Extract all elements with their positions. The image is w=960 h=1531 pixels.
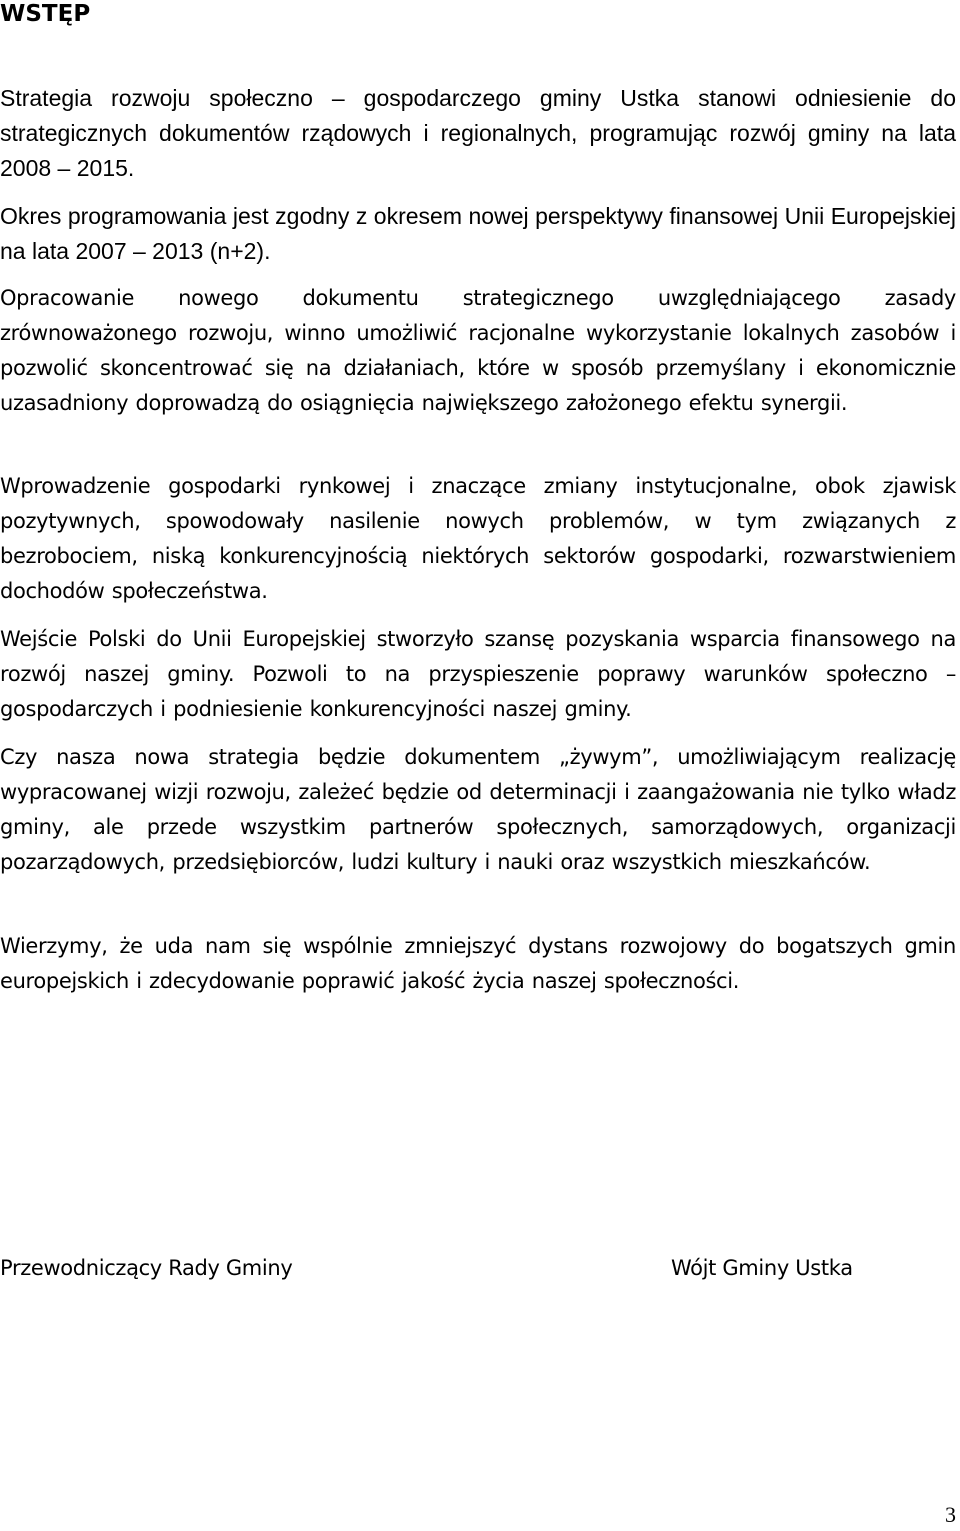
signature-council-chair: Przewodniczący Rady Gminy <box>0 1256 293 1280</box>
paragraph-market-economy: Wprowadzenie gospodarki rynkowej i znaczące zmiany instytucjonalne, obok zjawisk pozytywnych, spowodowały nasilenie nowych problemów, w tym związanych z bezrobociem, niską konkurencyjnością niektórych sektorów gospodarki, rozwarstwieniem dochodów społeczeństwa. <box>0 474 956 603</box>
paragraph-programming-period: Okres programowania jest zgodny z okresem nowej perspektywy finansowej Unii Europejskiej na lata 2007 – 2013 (n+2). <box>0 203 956 264</box>
section-heading: WSTĘP <box>0 1 91 27</box>
signature-mayor: Wójt Gminy Ustka <box>671 1256 853 1280</box>
paragraph-strategy-intro: Strategia rozwoju społeczno – gospodarczego gminy Ustka stanowi odniesienie do strategicznych dokumentów rządowych i regionalnych, programując rozwój gminy na lata 2008 – 2015. <box>0 85 956 181</box>
paragraph-closing-belief: Wierzymy, że uda nam się wspólnie zmniejszyć dystans rozwojowy do bogatszych gmin europejskich i zdecydowanie poprawić jakość życia naszej społeczności. <box>0 934 956 993</box>
page-number: 3 <box>945 1502 956 1527</box>
paragraph-living-strategy: Czy nasza nowa strategia będzie dokumentem „żywym”, umożliwiającym realizację wypracowanej wizji rozwoju, zależeć będzie od determinacji i zaangażowania nie tylko władz gminy, ale przede wszystkim partnerów społecznych, samorządowych, organizacji pozarządowych, przedsiębiorców, ludzi kultury i nauki oraz wszystkich mieszkańców. <box>0 745 956 874</box>
paragraph-sustainable-development: Opracowanie nowego dokumentu strategicznego uwzględniającego zasady zrównoważonego rozwoju, winno umożliwić racjonalne wykorzystanie lokalnych zasobów i pozwolić skoncentrować się na działaniach, które w sposób przemyślany i ekonomicznie uzasadniony doprowadzą do osiągnięcia największego założonego efektu synergii. <box>0 286 956 415</box>
paragraph-eu-accession: Wejście Polski do Unii Europejskiej stworzyło szansę pozyskania wsparcia finansowego na rozwój naszej gminy. Pozwoli to na przyspieszenie poprawy warunków społeczno – gospodarczych i podniesienie konkurencyjności naszej gminy. <box>0 627 956 721</box>
